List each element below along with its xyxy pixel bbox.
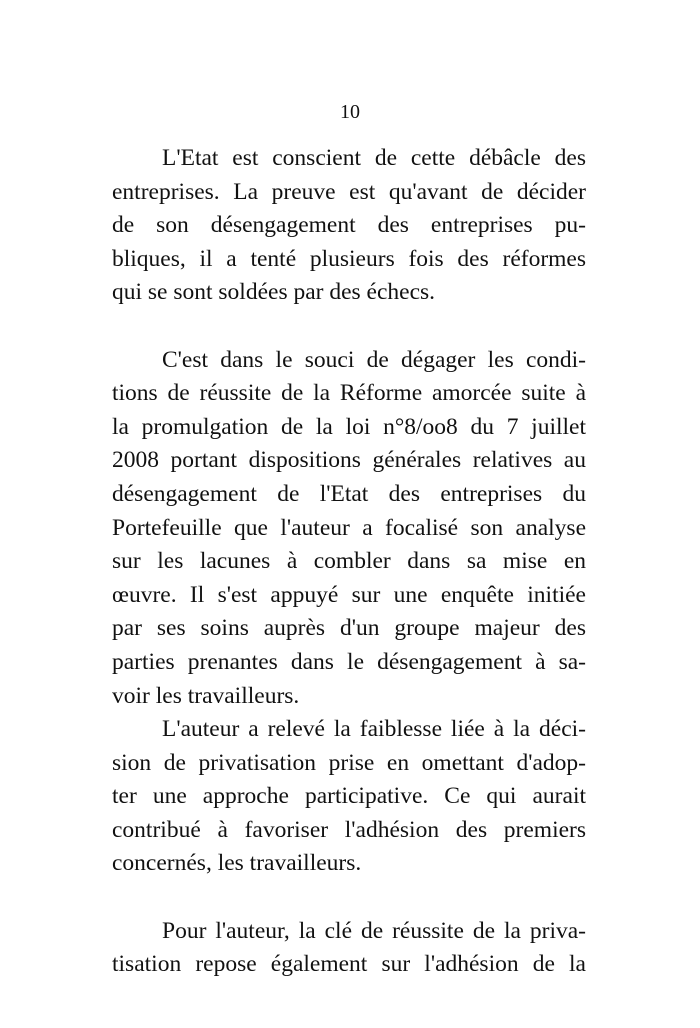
text-line: qui se sont soldées par des échecs.	[112, 279, 436, 306]
paragraph-1	[112, 142, 586, 310]
text-line: tions de réussite de la Réforme amorcée suite à	[112, 380, 586, 407]
text-line: contribué à favoriser l'adhésion des premiers	[112, 816, 586, 843]
text-line: voir les travailleurs.	[112, 682, 300, 709]
text-line: tisation repose également sur l'adhésion de la	[112, 951, 586, 978]
text-line: sion de privatisation prise en omettant d'adop-	[112, 749, 586, 776]
text-line: entreprises. La preuve est qu'avant de décider	[112, 178, 586, 205]
text-line: de son désengagement des entreprises pu-	[112, 212, 586, 239]
body-text	[112, 142, 586, 982]
text-line: œuvre. Il s'est appuyé sur une enquête initiée	[112, 581, 586, 608]
text-line: L'Etat est conscient de cette débâcle des	[162, 145, 586, 171]
page-number: 10	[340, 101, 360, 123]
text-line: Pour l'auteur, la clé de réussite de la priva-	[162, 917, 586, 944]
text-line: ter une approche participative. Ce qui aurait	[112, 783, 586, 810]
text-line: bliques, il a tenté plusieurs fois des réformes	[112, 245, 586, 272]
text-line: la promulgation de la loi n°8/oo8 du 7 juillet	[112, 413, 586, 440]
text-line: C'est dans le souci de dégager les condi-	[162, 346, 586, 373]
text-line: concernés, les travailleurs.	[112, 850, 362, 877]
paragraph-4	[112, 915, 586, 982]
text-line: par ses soins auprès d'un groupe majeur des	[112, 615, 586, 642]
text-line: parties prenantes dans le désengagement à sa-	[112, 648, 586, 675]
paragraph-2	[112, 344, 586, 714]
paragraph-3	[112, 713, 586, 881]
text-line: sur les lacunes à combler dans sa mise en	[112, 548, 586, 575]
text-line: L'auteur a relevé la faiblesse liée à la déci-	[162, 716, 586, 743]
text-line: Portefeuille que l'auteur a focalisé son analyse	[112, 514, 586, 541]
text-line: 2008 portant dispositions générales relatives au	[112, 447, 586, 474]
text-line: désengagement de l'Etat des entreprises du	[112, 480, 586, 507]
